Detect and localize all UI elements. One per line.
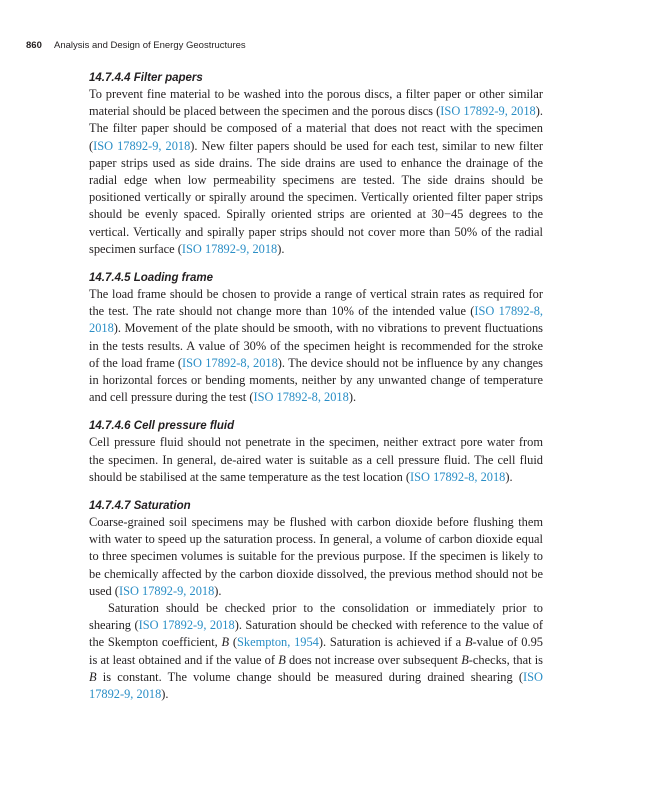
- citation-link[interactable]: ISO 17892-8, 2018: [253, 390, 349, 405]
- citation-link[interactable]: ISO 17892-9, 2018: [93, 138, 191, 153]
- page-number: 860: [26, 40, 42, 51]
- citation-link[interactable]: ISO 17892-8, 2018: [182, 355, 278, 370]
- section-heading: 14.7.4.4 Filter papers: [89, 72, 203, 84]
- text-run: ). The filter paper should be composed of a material that does not react with the specimen (: [89, 104, 543, 153]
- section-loading-frame: [89, 270, 543, 406]
- text-run: ). Saturation should be checked with reference to the value of the Skempton coefficient,: [89, 618, 544, 650]
- text-run: ).: [505, 469, 513, 484]
- citation-link[interactable]: ISO 17892-9, 2018: [118, 583, 215, 598]
- text-run: ).: [214, 583, 222, 598]
- text-run: ).: [348, 390, 357, 405]
- text-run: Coarse-grained soil specimens may be flushed with carbon dioxide before flushing them with water to speed up the saturation process. In general, a volume of carbon dioxide equal to three specimen volumes is suitable for the previous purpose. If the specimen is likely to be chemically affected by the carbon dioxide dissolved, the previous method should not be used (: [89, 515, 543, 598]
- citation-link[interactable]: ISO 17892-8, 2018: [89, 304, 543, 336]
- text-run: -checks, that is: [468, 652, 543, 667]
- text-run: Cell pressure fluid should not penetrate in the specimen, neither extract pore water from the specimen. In general, de-aired water is suitable as a cell pressure fluid. The cell fluid should be stabilised at the same temperature as the test location (: [89, 435, 543, 484]
- section-saturation: [89, 498, 543, 703]
- citation-link[interactable]: ISO 17892-9, 2018: [181, 241, 278, 256]
- paragraph: [89, 434, 543, 486]
- text-run: ). New filter papers should be used for each test, similar to new filter paper strips used as side drains. The side drains are used to enhance the drainage of the radial edge when low permeability specimens are tested. The side drains should be positioned vertically or spirally around the specimen. Vertically oriented filter paper strips should be evenly spaced. Spirally oriented strips are oriented at 30−45 degrees to the vertical. Vertically and spirally paper strips should not cover more than 50% of the radial specimen surface (: [89, 138, 544, 256]
- text-run: To prevent fine material to be washed into the porous discs, a filter paper or other similar material should be placed between the specimen and the porous discs (: [89, 87, 543, 119]
- citation-link[interactable]: Skempton, 1954: [236, 635, 319, 650]
- paragraph: [89, 286, 543, 406]
- text-run: The load frame should be chosen to provide a range of vertical strain rates as required for the test. The rate should not change more than 10% of the intended value (: [89, 287, 543, 319]
- section-cell-pressure-fluid: [89, 418, 543, 486]
- text-run: ). Saturation is achieved if a: [318, 635, 465, 650]
- variable-b: B: [461, 652, 469, 667]
- variable-b: B: [464, 635, 473, 650]
- book-title: Analysis and Design of Energy Geostructures: [53, 40, 246, 51]
- text-run: Saturation should be checked prior to the consolidation or immediately prior to shearing (: [89, 601, 543, 633]
- variable-b: B: [89, 669, 97, 684]
- citation-link[interactable]: ISO 17892-9, 2018: [440, 104, 536, 119]
- text-run: -value of 0.95 is at least obtained and if the value of: [89, 635, 543, 667]
- text-run: ).: [161, 687, 169, 702]
- paragraph: [89, 600, 543, 703]
- text-run: ). Movement of the plate should be smooth, with no vibrations to prevent fluctuations in the tests results. A value of 30% of the specimen height is recommended for the stroke of the load frame (: [89, 321, 543, 370]
- page-body: [89, 70, 543, 703]
- section-heading: 14.7.4.5 Loading frame: [89, 272, 213, 285]
- citation-link[interactable]: ISO 17892-9, 2018: [138, 618, 235, 633]
- text-run: is constant. The volume change should be measured during drained shearing (: [96, 669, 524, 684]
- citation-link[interactable]: ISO 17892-9, 2018: [89, 669, 543, 702]
- text-run: (: [229, 635, 237, 650]
- running-header: [26, 40, 246, 51]
- paragraph: [89, 86, 543, 258]
- text-run: ). The device should not be influence by any changes in horizontal forces or bending moments, neither by any unwanted change of temperature and cell pressure during the test (: [89, 355, 543, 405]
- variable-b: B: [278, 652, 286, 667]
- text-run: ).: [277, 241, 285, 256]
- text-run: does not increase over subsequent: [285, 652, 462, 667]
- section-heading: 14.7.4.7 Saturation: [89, 500, 191, 513]
- section-heading: 14.7.4.6 Cell pressure fluid: [89, 420, 235, 433]
- variable-b: B: [221, 635, 230, 650]
- paragraph: [89, 514, 543, 600]
- section-filter-papers: [89, 70, 543, 258]
- citation-link[interactable]: ISO 17892-8, 2018: [410, 469, 506, 484]
